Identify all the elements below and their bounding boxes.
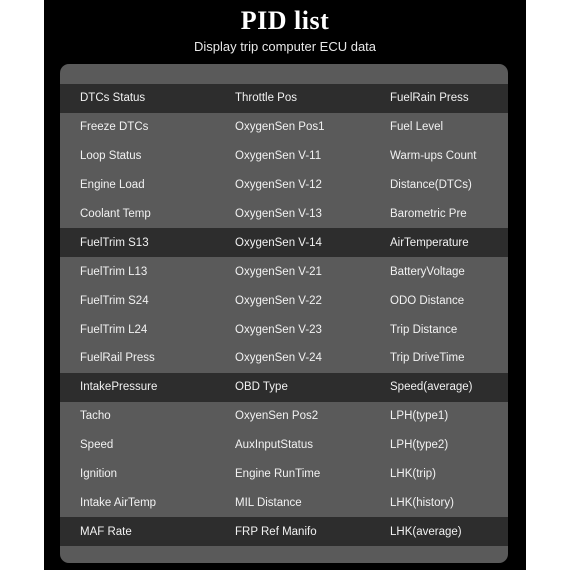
pid-item[interactable]: OxygenSen V-11: [235, 150, 322, 163]
pid-item[interactable]: Intake AirTemp: [80, 496, 157, 509]
pid-row: [60, 517, 508, 546]
pid-item[interactable]: FRP Ref Manifo: [235, 525, 317, 538]
pid-item[interactable]: OxyenSen Pos2: [235, 410, 319, 423]
pid-row: [60, 257, 508, 286]
pid-row: [60, 228, 508, 257]
pid-item[interactable]: Coolant Temp: [80, 208, 151, 220]
pid-item[interactable]: Ignition: [80, 468, 118, 481]
pid-item[interactable]: Trip DriveTime: [390, 352, 465, 365]
pid-row: [60, 344, 508, 373]
pid-item[interactable]: Trip Distance: [390, 323, 458, 336]
pid-item[interactable]: OxygenSen Pos1: [235, 121, 325, 134]
pid-item[interactable]: Tacho: [80, 410, 111, 423]
pid-item[interactable]: Engine RunTime: [235, 468, 321, 481]
pid-item[interactable]: MIL Distance: [235, 496, 302, 509]
page-subtitle: Display trip computer ECU data: [193, 39, 377, 54]
pid-row: [60, 286, 508, 315]
pid-item[interactable]: BatteryVoltage: [390, 265, 465, 278]
pid-item[interactable]: FuelTrim L24: [80, 323, 148, 336]
pid-item[interactable]: FuelTrim L13: [80, 265, 148, 278]
pid-item[interactable]: Fuel Level: [390, 121, 444, 134]
pid-row: [60, 373, 508, 402]
pid-item[interactable]: OxygenSen V-13: [235, 208, 322, 220]
pid-row: [60, 315, 508, 344]
pid-item[interactable]: LHK(average): [390, 525, 462, 538]
pid-item[interactable]: Engine Load: [80, 179, 145, 192]
pid-item[interactable]: Distance(DTCs): [390, 179, 472, 192]
pid-row: [60, 402, 508, 431]
pid-item[interactable]: Warm-ups Count: [390, 150, 477, 163]
pid-row: [60, 84, 508, 113]
page-title: PID list: [240, 6, 330, 35]
pid-item[interactable]: OxygenSen V-21: [235, 265, 322, 278]
pid-item[interactable]: Throttle Pos: [235, 92, 297, 105]
pid-item[interactable]: Freeze DTCs: [80, 121, 149, 134]
pid-row: [60, 142, 508, 171]
pid-row: [60, 460, 508, 489]
pid-item[interactable]: FuelRain Press: [390, 92, 469, 105]
pid-item[interactable]: FuelTrim S24: [80, 294, 149, 307]
pid-row: [60, 171, 508, 200]
pid-list: [60, 84, 508, 546]
pid-item[interactable]: LPH(type2): [390, 439, 449, 452]
pid-item[interactable]: DTCs Status: [80, 92, 146, 105]
pid-item[interactable]: ODO Distance: [390, 294, 465, 307]
pid-item[interactable]: Barometric Pre: [390, 208, 467, 220]
pid-list-panel: [60, 64, 508, 563]
pid-item[interactable]: LPH(type1): [390, 410, 449, 423]
pid-row: [60, 200, 508, 229]
pid-item[interactable]: OBD Type: [235, 381, 288, 394]
pid-item[interactable]: FuelRail Press: [80, 352, 155, 365]
pid-item[interactable]: OxygenSen V-24: [235, 352, 322, 365]
pid-item[interactable]: Speed(average): [390, 381, 473, 394]
pid-item[interactable]: OxygenSen V-12: [235, 179, 322, 192]
pid-item[interactable]: IntakePressure: [80, 381, 158, 394]
screen: [44, 0, 526, 570]
pid-item[interactable]: AirTemperature: [390, 236, 469, 249]
pid-row: [60, 431, 508, 460]
pid-item[interactable]: OxygenSen V-22: [235, 294, 322, 307]
pid-item[interactable]: OxygenSen V-23: [235, 323, 322, 336]
pid-item[interactable]: Speed: [80, 439, 114, 452]
pid-item[interactable]: AuxInputStatus: [235, 439, 313, 452]
pid-item[interactable]: MAF Rate: [80, 525, 132, 538]
pid-row: [60, 113, 508, 142]
pid-item[interactable]: FuelTrim S13: [80, 236, 149, 249]
pid-item[interactable]: LHK(trip): [390, 468, 437, 481]
pid-item[interactable]: LHK(history): [390, 496, 454, 509]
pid-item[interactable]: Loop Status: [80, 150, 142, 163]
pid-row: [60, 488, 508, 517]
pid-item[interactable]: OxygenSen V-14: [235, 236, 322, 249]
